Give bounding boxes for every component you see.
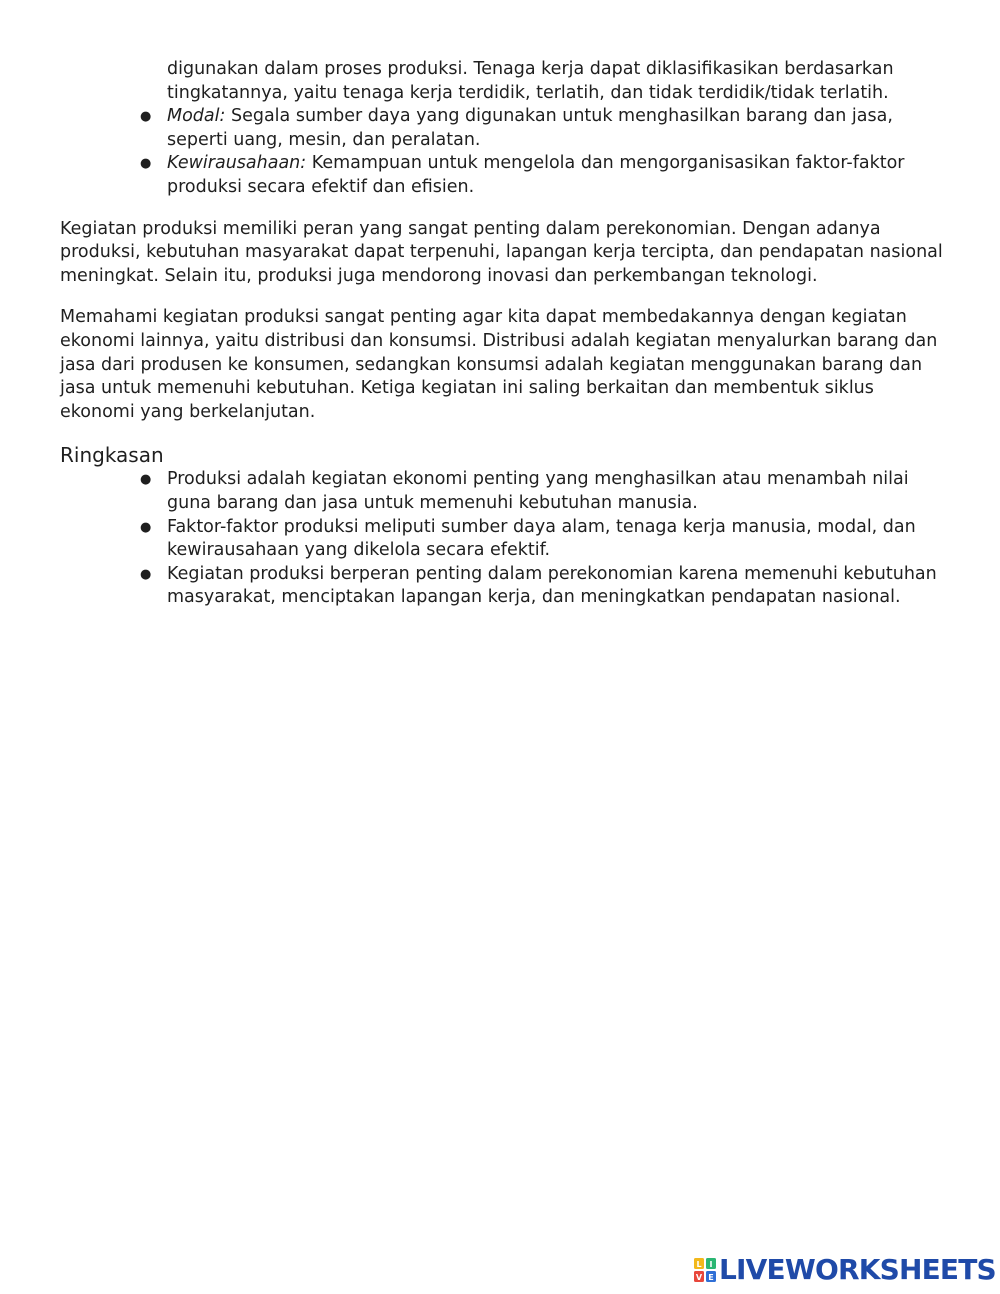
- labor-factor-continuation: digunakan dalam proses produksi. Tenaga kerja dapat diklasifikasikan berdasarkan tingkatannya, yaitu tenaga kerja terdidik, terlatih, dan tidak terdidik/tidak terlatih.: [167, 59, 894, 103]
- summary-heading: Ringkasan: [60, 443, 164, 468]
- factor-description: Segala sumber daya yang digunakan untuk menghasilkan barang dan jasa, seperti uang, mesin, dan peralatan.: [167, 106, 893, 150]
- liveworksheets-logo-mark-icon: [694, 1258, 716, 1282]
- svg-text:V: V: [695, 1273, 703, 1282]
- summary-item: [60, 516, 950, 563]
- summary-item-text: Faktor-faktor produksi meliputi sumber daya alam, tenaga kerja manusia, modal, dan kewirausahaan yang dikelola secara efektif.: [167, 516, 916, 561]
- paragraph-economic-activities: Memahami kegiatan produksi sangat penting agar kita dapat membedakannya dengan kegiatan ekonomi lainnya, yaitu distribusi dan konsumsi. Distribusi adalah kegiatan menyalurkan barang dan jasa dari produsen ke konsumen, sedangkan konsumsi adalah kegiatan menggunakan barang dan jasa untuk memenuhi kebutuhan. Ketiga kegiatan ini saling berkaitan dan membentuk siklus ekonomi yang berkelanjutan.: [60, 307, 938, 422]
- factor-item-entrepreneurship: [60, 152, 950, 199]
- logo-wordmark: LIVEWORKSHEETS: [719, 1253, 996, 1286]
- document-page: [60, 58, 950, 610]
- summary-item-text: Produksi adalah kegiatan ekonomi penting yang menghasilkan atau menambah nilai guna barang dan jasa untuk memenuhi kebutuhan manusia.: [167, 469, 909, 513]
- summary-list: [60, 468, 950, 610]
- summary-item-text: Kegiatan produksi berperan penting dalam perekonomian karena memenuhi kebutuhan masyarakat, menciptakan lapangan kerja, dan meningkatkan pendapatan nasional.: [167, 563, 937, 608]
- factor-term: Kewirausahaan:: [167, 153, 307, 174]
- bullet-icon: ●: [140, 566, 152, 582]
- factor-description: Kemampuan untuk mengelola dan mengorganisasikan faktor-faktor produksi secara efektif dan efisien.: [167, 153, 905, 197]
- bullet-icon: ●: [140, 156, 152, 172]
- svg-text:E: E: [708, 1273, 714, 1282]
- svg-text:I: I: [709, 1260, 713, 1269]
- bullet-icon: ●: [140, 472, 152, 488]
- svg-text:L: L: [696, 1260, 702, 1269]
- bullet-icon: ●: [140, 519, 152, 535]
- paragraph-role-of-production: Kegiatan produksi memiliki peran yang sangat penting dalam perekonomian. Dengan adanya produksi, kebutuhan masyarakat dapat terpenuhi, lapangan kerja tercipta, dan pendapatan nasional meningkat. Selain itu, produksi juga mendorong inovasi dan perkembangan teknologi.: [60, 218, 943, 286]
- summary-item: [60, 468, 950, 515]
- production-factors-list: [60, 105, 950, 199]
- bullet-icon: ●: [140, 109, 152, 125]
- summary-item: [60, 563, 950, 610]
- factor-item-capital: [60, 105, 950, 152]
- liveworksheets-logo[interactable]: [694, 1254, 996, 1286]
- factor-term: Modal:: [167, 106, 226, 127]
